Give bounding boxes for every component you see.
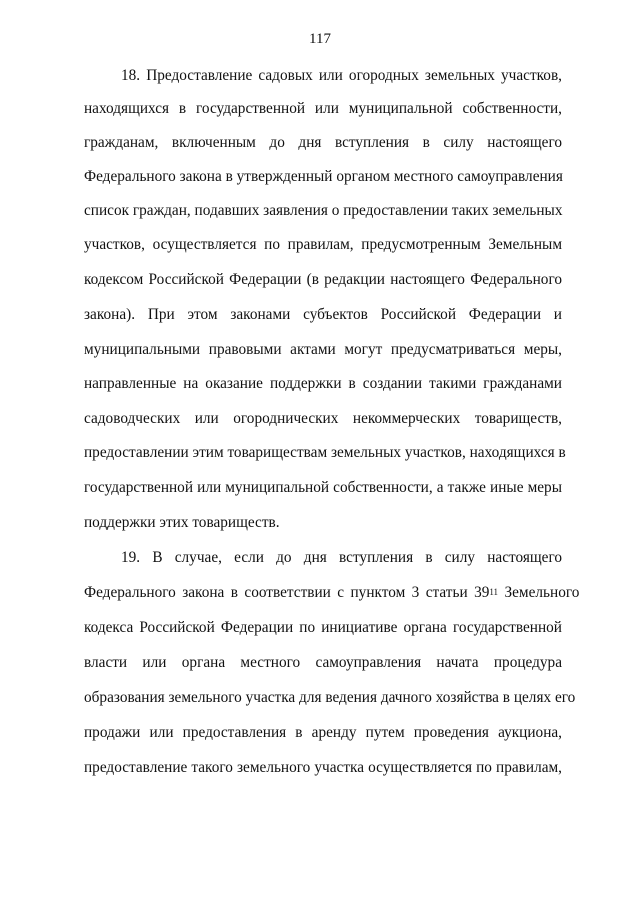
paragraph-18-line-11: садоводческих или огороднических некоммерческих товариществ, xyxy=(84,410,562,427)
page-number: 117 xyxy=(309,31,331,47)
paragraph-18-line-10: направленные на оказание поддержки в создании такими гражданами xyxy=(84,375,562,392)
paragraph-18-line-6: участков, осуществляется по правилам, предусмотренным Земельным xyxy=(84,236,562,253)
paragraph-18-line-2: находящихся в государственной или муниципальной собственности, xyxy=(84,100,562,117)
paragraph-19-line-3: кодекса Российской Федерации по инициативе органа государственной xyxy=(84,619,562,636)
paragraph-18-line-1: 18. Предоставление садовых или огородных земельных участков, xyxy=(121,67,562,84)
paragraph-18-line-13: государственной или муниципальной собственности, а также иные меры xyxy=(84,479,562,496)
paragraph-18-line-7: кодексом Российской Федерации (в редакции настоящего Федерального xyxy=(84,271,562,288)
paragraph-19-line-2-tail: Земельного xyxy=(498,584,580,601)
article-superscript: 11 xyxy=(489,587,499,597)
paragraph-18-line-3: гражданам, включенным до дня вступления в силу настоящего xyxy=(84,134,562,151)
paragraph-19-line-1: 19. В случае, если до дня вступления в силу настоящего xyxy=(121,549,562,566)
paragraph-19-line-6: продажи или предоставления в аренду путем проведения аукциона, xyxy=(84,724,562,741)
paragraph-18-line-8: закона). При этом законами субъектов Российской Федерации и xyxy=(84,306,562,323)
paragraph-19-line-2 xyxy=(84,583,580,603)
paragraph-19-line-4: власти или органа местного самоуправления начата процедура xyxy=(84,654,562,671)
paragraph-18-line-9: муниципальными правовыми актами могут предусматриваться меры, xyxy=(84,341,562,358)
paragraph-18-line-5: список граждан, подавших заявления о предоставлении таких земельных xyxy=(84,202,563,219)
paragraph-19-line-2-text: Федерального закона в соответствии с пунктом 3 статьи 39 xyxy=(84,584,490,601)
paragraph-18-line-4: Федерального закона в утвержденный органом местного самоуправления xyxy=(84,168,563,185)
paragraph-18-line-14: поддержки этих товариществ. xyxy=(84,514,280,531)
paragraph-19-line-5: образования земельного участка для ведения дачного хозяйства в целях его xyxy=(84,689,576,706)
paragraph-19-line-7: предоставление такого земельного участка осуществляется по правилам, xyxy=(84,759,562,776)
paragraph-18-line-12: предоставлении этим товариществам земельных участков, находящихся в xyxy=(84,444,566,461)
